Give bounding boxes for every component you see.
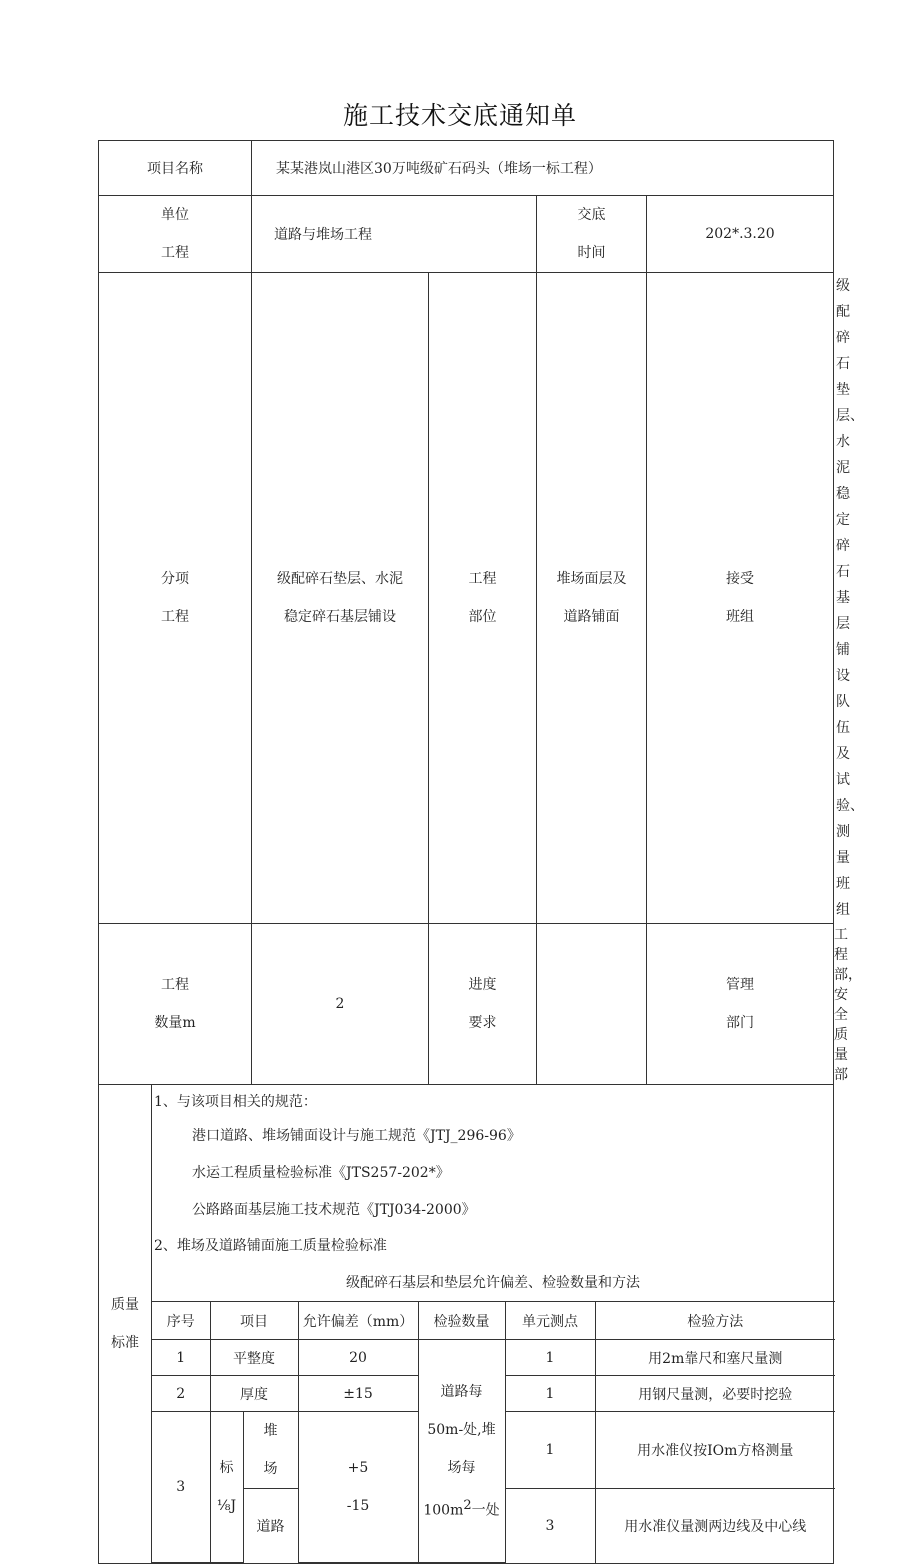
quantity-line4 (419, 1487, 505, 1530)
receiving-team-label-line1: 接受 (726, 571, 755, 587)
quantity-value: 2 (252, 924, 429, 1085)
sub-project-label-line1: 分项 (161, 571, 189, 587)
spec-heading: 1、与该项目相关的规范： (154, 1094, 317, 1110)
inspection-table-caption: 级配碎石基层和垫层允许偏差、检验数量和方法 (346, 1275, 640, 1291)
row3-tolerance-line2: -15 (346, 1498, 370, 1514)
handover-time-label (537, 196, 647, 273)
project-part-value-line1: 堆场面层及 (556, 571, 627, 587)
unit-project-label (99, 196, 252, 273)
inspection-row-1 (152, 1340, 835, 1376)
project-part-label (429, 273, 537, 924)
header-quantity: 检验数量 (418, 1302, 505, 1340)
receiving-team-label-line2: 班组 (726, 609, 755, 625)
quantity-label-line1: 工程 (161, 977, 189, 993)
row2-tolerance: ±15 (298, 1376, 418, 1412)
row3-item-yard-line1: 堆 (263, 1423, 278, 1439)
inspection-table (152, 1301, 835, 1563)
page-title: 施工技术交底通知单 (342, 101, 577, 130)
sub-project-label (99, 273, 252, 924)
row3a-points: 1 (505, 1412, 595, 1489)
row3-item-elevation-line1: 标 (219, 1460, 234, 1476)
handover-time-label-line2: 时间 (577, 245, 606, 261)
sub-project-value-line1: 级配碎石垫层、水泥 (277, 571, 403, 587)
row2-no: 2 (152, 1376, 210, 1412)
quantity-line4-main: 100m (423, 1502, 464, 1519)
row1-points: 1 (505, 1340, 595, 1376)
quality-standard-label (99, 1085, 152, 1564)
project-name-label: 项目名称 (99, 141, 252, 196)
row3b-points: 3 (505, 1489, 595, 1563)
project-part-value-line2: 道路铺面 (563, 609, 620, 625)
quantity-line4-tail: 一处 (471, 1502, 500, 1519)
row3-item-road: 道路 (243, 1489, 298, 1563)
project-part-value (537, 273, 647, 924)
row3a-method: 用水准仪按IOm方格测量 (595, 1412, 835, 1489)
quality-text-block (152, 1085, 833, 1301)
sub-project-value-line2: 稳定碎石基层铺设 (284, 609, 396, 625)
row3-item-elevation-line2: ⅛J (216, 1498, 237, 1514)
project-name-value: 某某港岚山港区30万吨级矿石码头（堆场一标工程） (252, 141, 834, 196)
quantity-line2: 50m-处,堆 (427, 1421, 496, 1438)
header-tolerance: 允许偏差（mm） (298, 1302, 418, 1340)
row3-no: 3 (152, 1412, 210, 1563)
progress-label (429, 924, 537, 1085)
sub-project-value (252, 273, 429, 924)
row2-method: 用钢尺量测，必要时挖验 (595, 1376, 835, 1412)
quantity-line3: 场每 (447, 1459, 476, 1476)
row1-no: 1 (152, 1340, 210, 1376)
sub-project-label-line2: 工程 (161, 609, 189, 625)
row3-item-yard-line2: 场 (263, 1461, 278, 1477)
handover-time-value: 202*.3.20 (647, 196, 834, 273)
header-method: 检验方法 (595, 1302, 835, 1340)
row3-tolerance-line1: +5 (347, 1460, 369, 1476)
management-dept-label-line2: 部门 (726, 1015, 755, 1031)
row3-item-elevation (210, 1412, 243, 1563)
construction-notice-table: 项目名称 某某港岚山港区30万吨级矿石码头（堆场一标工程） 单位 工程 道路与堆场工程 交底 时间 202*.3.20 分项 工程 级配碎石垫层、水泥 稳定碎石基层铺设 工程 部位 堆场面层及 道路铺面 接受 班组 级配碎石垫层、水泥稳定 碎石基层铺设队伍及试 验、测量班组 工程 数量m 2 进度 要求 管理 部门 工程部，安全质量部 质量 标准 1、与该项目相关的规范： 港口道路、堆场铺面设计与施工规范《JTJ_296-96》 水运工程质量检验标准《JTS257-202*》 公路路面基层施工技术规范《JTJ034-2000》 2、堆场及道路铺面施工质量检验标准 级配碎石基层和垫层允许偏差、检验数量和方法 序号 项目 允许偏差（mm） 检验数量 单元测点 检验方法 1 平整度 20 道路每 50m-处,堆 场每 $100m^2$一处 1 用2m靠尺和塞尺量测 2 厚度 ±15 1 用钢尺量测，必要时挖验 3 标 ⅛J 堆 场 +5 -15 1 用水准仪按IOm方格测量 道路 3 用水准仪量测两边线及中心线 (98, 140, 834, 1564)
inspection-quantity (418, 1340, 505, 1563)
quantity-line4-sup: 2 (463, 1497, 472, 1513)
row2-points: 1 (505, 1376, 595, 1412)
management-dept-label-line1: 管理 (726, 977, 755, 993)
inspection-header-row (152, 1302, 835, 1340)
unit-project-value: 道路与堆场工程 (252, 196, 537, 273)
header-item: 项目 (210, 1302, 298, 1340)
project-part-label-line1: 工程 (468, 571, 497, 587)
project-part-label-line2: 部位 (468, 609, 497, 625)
handover-time-label-line1: 交底 (577, 207, 606, 223)
quality-standard-label-line1: 质量 (111, 1297, 139, 1313)
receiving-team-label (647, 273, 834, 924)
row3-tolerance (298, 1412, 418, 1563)
spec-line-water-transport: 水运工程质量检验标准《JTS257-202*》 (192, 1165, 450, 1181)
spec-line-highway-base: 公路路面基层施工技术规范《JTJ034-2000》 (192, 1202, 476, 1218)
row2-item: 厚度 (210, 1376, 298, 1412)
management-dept-label (647, 924, 834, 1085)
quality-standard-content (152, 1085, 834, 1564)
progress-value (537, 924, 647, 1085)
row1-tolerance: 20 (298, 1340, 418, 1376)
row1-method: 用2m靠尺和塞尺量测 (595, 1340, 835, 1376)
header-no: 序号 (152, 1302, 210, 1340)
spec-line-port-road: 港口道路、堆场铺面设计与施工规范《JTJ_296-96》 (192, 1128, 521, 1144)
quantity-line1: 道路每 (440, 1383, 483, 1400)
quantity-label-line2: 数量m (154, 1015, 196, 1031)
quantity-label (99, 924, 252, 1085)
progress-label-line1: 进度 (468, 977, 497, 993)
row3b-method: 用水准仪量测两边线及中心线 (595, 1489, 835, 1563)
header-points: 单元测点 (505, 1302, 595, 1340)
quality-standard-label-line2: 标准 (111, 1335, 139, 1351)
inspection-heading: 2、堆场及道路铺面施工质量检验标准 (154, 1238, 387, 1254)
row1-item: 平整度 (210, 1340, 298, 1376)
unit-project-label-line2: 工程 (161, 245, 189, 261)
row3-item-yard (243, 1412, 298, 1489)
unit-project-label-line1: 单位 (161, 207, 189, 223)
progress-label-line2: 要求 (468, 1015, 497, 1031)
